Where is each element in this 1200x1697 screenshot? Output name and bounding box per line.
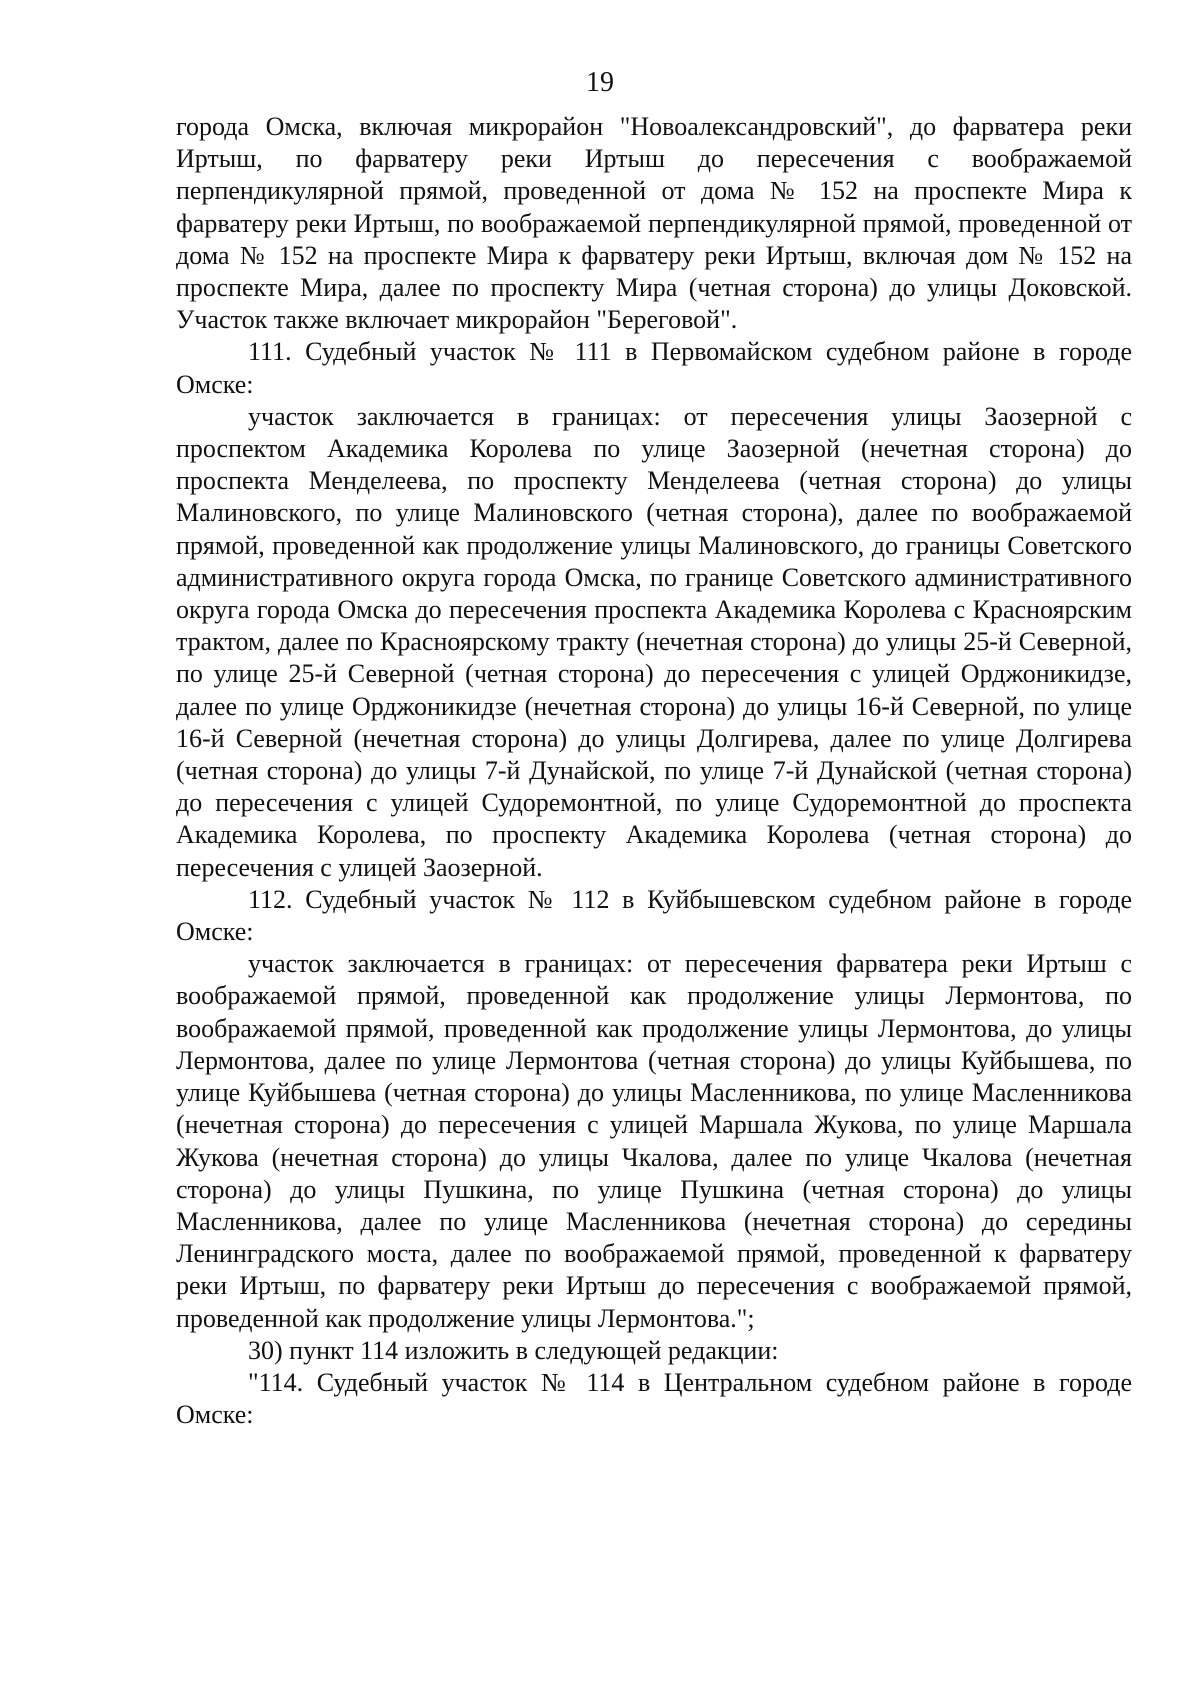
document-body [176,111,1132,1431]
paragraph-section-112-boundaries: участок заключается в границах: от пересечения фарватера реки Иртыш с воображаемой прямой, проведенной как продолжение улицы Лермонтова, по воображаемой прямой, проведенной как продолжение улицы Лермонтова, до улицы Лермонтова, далее по улице Лермонтова (четная сторона) до улицы Куйбышева, по улице Куйбышева (четная сторона) до улицы Масленникова, по улице Масленникова (нечетная сторона) до пересечения с улицей Маршала Жукова, по улице Маршала Жукова (нечетная сторона) до улицы Чкалова, далее по улице Чкалова (нечетная сторона) до улицы Пушкина, по улице Пушкина (четная сторона) до улицы Масленникова, далее по улице Масленникова (нечетная сторона) до середины Ленинградского моста, далее по воображаемой прямой, проведенной к фарватеру реки Иртыш, по фарватеру реки Иртыш до пересечения с воображаемой прямой, проведенной как продолжение улицы Лермонтова."; [176,949,1132,1333]
paragraph-section-114-heading: "114. Судебный участок № 114 в Центральном судебном районе в городе Омске: [176,1367,1132,1430]
paragraph-amendment-item-30: 30) пункт 114 изложить в следующей редакции: [248,1335,779,1365]
paragraph-continuation: города Омска, включая микрорайон "Новоалександровский", до фарватера реки Иртыш, по фарватеру реки Иртыш до пересечения с воображаемой перпендикулярной прямой, проведенной от дома № 152 на проспекте Мира к фарватеру реки Иртыш, по воображаемой перпендикулярной прямой, проведенной от дома № 152 на проспекте Мира к фарватеру реки Иртыш, включая дом № 152 на проспекте Мира, далее по проспекту Мира (четная сторона) до улицы Доковской. Участок также включает микрорайон "Береговой". [176,112,1132,335]
paragraph-section-111-heading: 111. Судебный участок № 111 в Первомайском судебном районе в городе Омске: [176,337,1132,399]
paragraph-section-111-boundaries: участок заключается в границах: от пересечения улицы Заозерной с проспектом Академика Королева по улице Заозерной (нечетная сторона) до проспекта Менделеева, по проспекту Менделеева (четная сторона) до улицы Малиновского, по улице Малиновского (четная сторона), далее по воображаемой прямой, проведенной как продолжение улицы Малиновского, до границы Советского административного округа города Омска, по границе Советского административного округа города Омска до пересечения проспекта Академика Королева с Красноярским трактом, далее по Красноярскому тракту (нечетная сторона) до улицы 25-й Северной, по улице 25-й Северной (четная сторона) до пересечения с улицей Орджоникидзе, далее по улице Орджоникидзе (нечетная сторона) до улицы 16-й Северной, по улице 16-й Северной (нечетная сторона) до улицы Долгирева, далее по улице Долгирева (четная сторона) до улицы 7-й Дунайской, по улице 7-й Дунайской (четная сторона) до пересечения с улицей Судоремонтной, по улице Судоремонтной до проспекта Академика Королева, по проспекту Академика Королева (четная сторона) до пересечения с улицей Заозерной. [176,401,1132,882]
page-number: 19 [586,67,614,98]
paragraph-section-112-heading: 112. Судебный участок № 112 в Куйбышевском судебном районе в городе Омске: [176,884,1132,947]
